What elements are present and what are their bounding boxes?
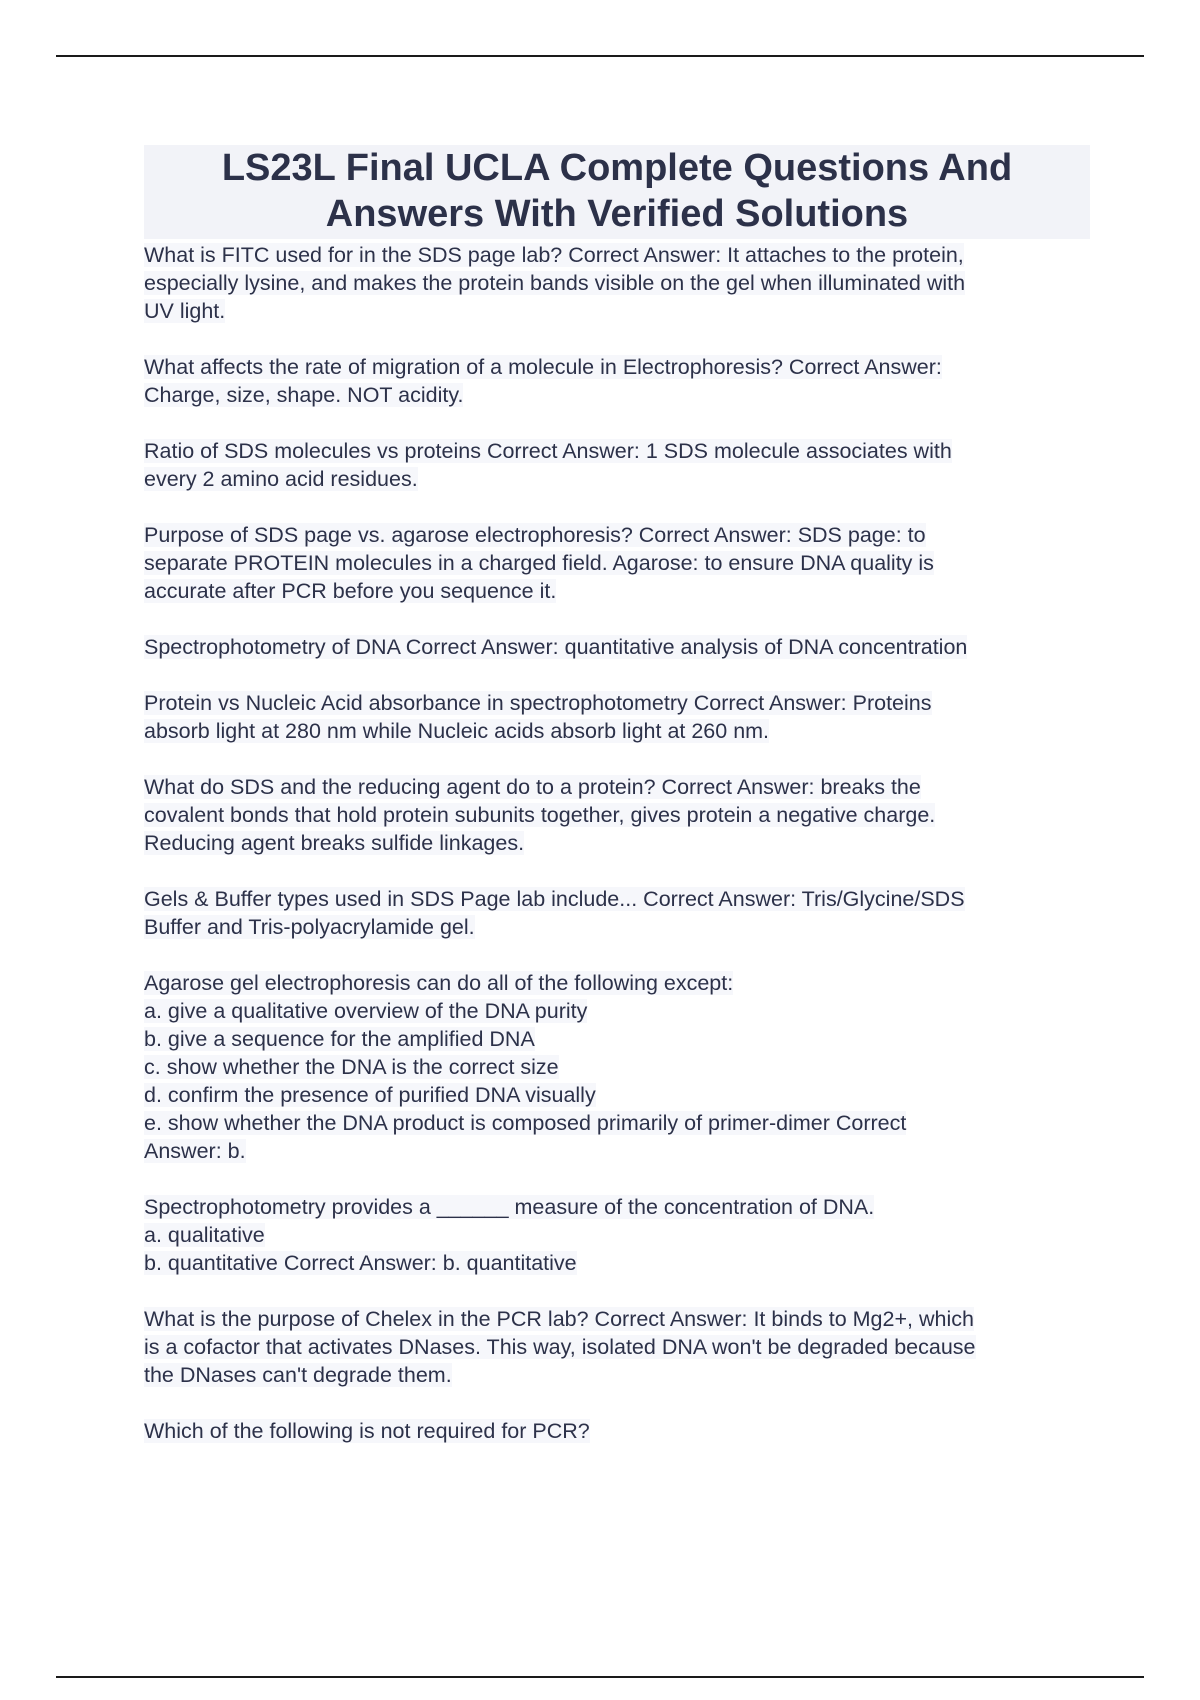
qa-line: Protein vs Nucleic Acid absorbance in spectrophotometry Correct Answer: Proteins bbox=[144, 691, 932, 715]
title-line: Answers With Verified Solutions bbox=[325, 193, 909, 235]
document-body bbox=[144, 145, 1090, 1473]
qa-item bbox=[144, 885, 1090, 941]
qa-line: d. confirm the presence of purified DNA visually bbox=[144, 1083, 596, 1107]
qa-line: covalent bonds that hold protein subunits together, gives protein a negative charge. bbox=[144, 803, 936, 827]
qa-line: every 2 amino acid residues. bbox=[144, 467, 418, 491]
qa-item bbox=[144, 437, 1090, 493]
qa-line: accurate after PCR before you sequence it. bbox=[144, 579, 557, 603]
qa-item bbox=[144, 241, 1090, 325]
qa-line: e. show whether the DNA product is composed primarily of primer-dimer Correct bbox=[144, 1111, 907, 1135]
qa-line: Purpose of SDS page vs. agarose electrophoresis? Correct Answer: SDS page: to bbox=[144, 523, 926, 547]
qa-line: What do SDS and the reducing agent do to a protein? Correct Answer: breaks the bbox=[144, 775, 921, 799]
qa-line: b. give a sequence for the amplified DNA bbox=[144, 1027, 535, 1051]
qa-item bbox=[144, 969, 1090, 1165]
qa-line: Spectrophotometry provides a ______ measure of the concentration of DNA. bbox=[144, 1195, 875, 1219]
title-line: LS23L Final UCLA Complete Questions And bbox=[221, 147, 1013, 189]
qa-item bbox=[144, 353, 1090, 409]
title-block bbox=[144, 145, 1090, 239]
qa-line: the DNases can't degrade them. bbox=[144, 1363, 452, 1387]
qa-item bbox=[144, 1417, 1090, 1445]
qa-line: Ratio of SDS molecules vs proteins Correct Answer: 1 SDS molecule associates with bbox=[144, 439, 952, 463]
qa-line: b. quantitative Correct Answer: b. quantitative bbox=[144, 1251, 577, 1275]
qa-line: What is the purpose of Chelex in the PCR lab? Correct Answer: It binds to Mg2+, which bbox=[144, 1307, 974, 1331]
qa-line: a. qualitative bbox=[144, 1223, 265, 1247]
qa-line: UV light. bbox=[144, 299, 226, 323]
qa-line: Gels & Buffer types used in SDS Page lab include... Correct Answer: Tris/Glycine/SDS bbox=[144, 887, 965, 911]
bottom-rule bbox=[56, 1676, 1144, 1678]
qa-line: Charge, size, shape. NOT acidity. bbox=[144, 383, 464, 407]
qa-line: Buffer and Tris-polyacrylamide gel. bbox=[144, 915, 475, 939]
qa-line: What is FITC used for in the SDS page lab? Correct Answer: It attaches to the protein, bbox=[144, 243, 964, 267]
qa-line: is a cofactor that activates DNases. This way, isolated DNA won't be degraded because bbox=[144, 1335, 976, 1359]
document-title bbox=[144, 145, 1090, 237]
qa-line: Which of the following is not required for PCR? bbox=[144, 1419, 590, 1443]
qa-line: c. show whether the DNA is the correct size bbox=[144, 1055, 559, 1079]
qa-line: Answer: b. bbox=[144, 1139, 246, 1163]
qa-list bbox=[144, 241, 1090, 1445]
qa-line: separate PROTEIN molecules in a charged field. Agarose: to ensure DNA quality is bbox=[144, 551, 934, 575]
qa-item bbox=[144, 773, 1090, 857]
qa-item bbox=[144, 633, 1090, 661]
qa-line: Agarose gel electrophoresis can do all of the following except: bbox=[144, 971, 734, 995]
qa-line: absorb light at 280 nm while Nucleic acids absorb light at 260 nm. bbox=[144, 719, 770, 743]
top-rule bbox=[56, 55, 1144, 57]
qa-line: Spectrophotometry of DNA Correct Answer: quantitative analysis of DNA concentration bbox=[144, 635, 968, 659]
qa-item bbox=[144, 689, 1090, 745]
qa-item bbox=[144, 1193, 1090, 1277]
qa-item bbox=[144, 521, 1090, 605]
qa-line: What affects the rate of migration of a molecule in Electrophoresis? Correct Answer: bbox=[144, 355, 942, 379]
qa-item bbox=[144, 1305, 1090, 1389]
qa-line: especially lysine, and makes the protein bands visible on the gel when illuminated with bbox=[144, 271, 966, 295]
qa-line: a. give a qualitative overview of the DNA purity bbox=[144, 999, 588, 1023]
qa-line: Reducing agent breaks sulfide linkages. bbox=[144, 831, 525, 855]
